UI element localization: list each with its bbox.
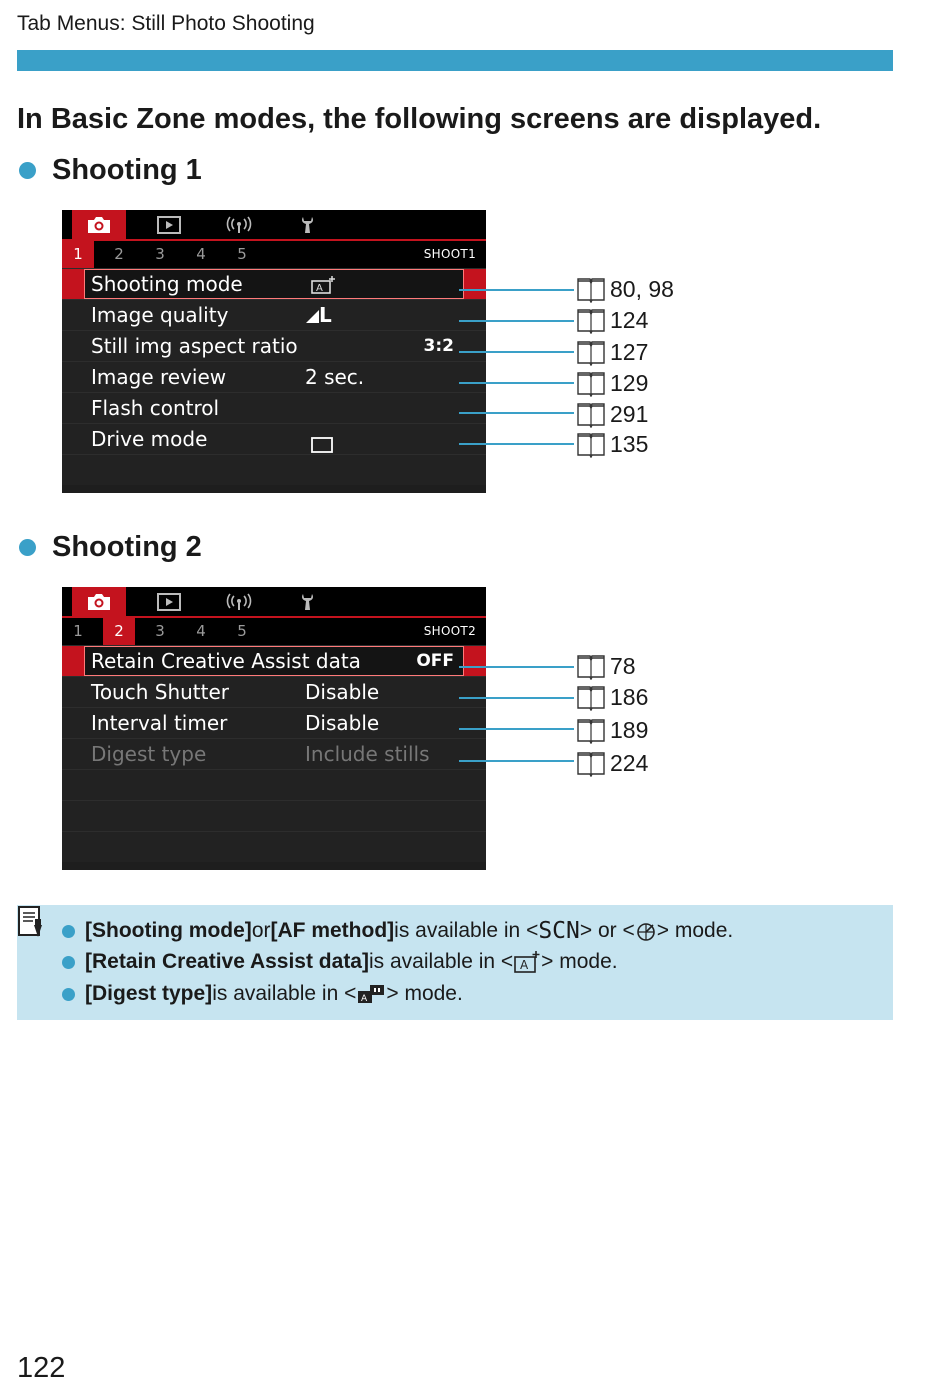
page-reference[interactable]: 135 (576, 431, 648, 458)
camera-icon[interactable] (72, 587, 126, 616)
camera-icon[interactable] (72, 210, 126, 239)
menu-row-empty (62, 769, 486, 800)
menu-row-image-quality[interactable]: Image quality L (62, 299, 486, 330)
svg-text:A: A (361, 994, 368, 1004)
running-head: Tab Menus: Still Photo Shooting (17, 12, 315, 35)
page-reference[interactable]: 127 (576, 339, 648, 366)
section-bar (17, 50, 893, 71)
menu-row-empty (62, 800, 486, 831)
subtab-4[interactable]: 4 (196, 622, 206, 640)
menu-row-digest-type: Digest type Include stills (62, 738, 486, 769)
book-icon (576, 654, 606, 680)
subtab-3[interactable]: 3 (155, 622, 165, 640)
note-line: [Retain Creative Assist data] is available in < A > mode. (62, 950, 618, 974)
menu-row-flash-control[interactable]: Flash control (62, 392, 486, 423)
subtab-4[interactable]: 4 (196, 245, 206, 263)
menu-row-retain-creative-assist[interactable]: Retain Creative Assist data OFF (62, 645, 486, 676)
wireless-icon[interactable] (212, 587, 266, 616)
subtab-2[interactable]: 2 (114, 245, 124, 263)
page-reference[interactable]: 291 (576, 401, 648, 428)
page-reference[interactable]: 186 (576, 684, 648, 711)
menu-row-shooting-mode[interactable]: Shooting mode A (62, 268, 486, 299)
food-mode-icon (635, 920, 657, 942)
bullet-dot (19, 162, 36, 179)
menu-row-empty (62, 454, 486, 485)
section-title-shooting-1: Shooting 1 (19, 154, 202, 187)
wireless-icon[interactable] (212, 210, 266, 239)
subtab-3[interactable]: 3 (155, 245, 165, 263)
note-line: [Digest type] is available in < A > mode. (62, 982, 463, 1006)
menu-row-aspect-ratio[interactable]: Still img aspect ratio 3:2 (62, 330, 486, 361)
single-shooting-icon (311, 431, 333, 461)
book-icon (576, 277, 606, 303)
book-icon (576, 308, 606, 334)
svg-text:A: A (316, 283, 323, 294)
section-title-shooting-2: Shooting 2 (19, 531, 202, 564)
page-reference[interactable]: 189 (576, 717, 648, 744)
bullet-dot (19, 539, 36, 556)
wrench-icon[interactable] (282, 210, 336, 239)
book-icon (576, 751, 606, 777)
hybrid-auto-icon (356, 983, 386, 1005)
subtab-5[interactable]: 5 (237, 245, 247, 263)
scene-intelligent-auto-icon (513, 950, 541, 974)
subtab-1[interactable]: 1 (73, 622, 83, 640)
page-reference[interactable]: 224 (576, 750, 648, 777)
page-reference[interactable]: 129 (576, 370, 648, 397)
screen-name: SHOOT1 (423, 247, 476, 261)
subtab-row (62, 618, 486, 645)
menu-row-empty (62, 831, 486, 862)
menu-row-drive-mode[interactable]: Drive mode (62, 423, 486, 454)
menu-screen-shoot2 (62, 587, 486, 870)
page-reference[interactable]: 80, 98 (576, 276, 674, 303)
fine-quality-icon (305, 309, 319, 323)
playback-icon[interactable] (142, 587, 196, 616)
page-heading: In Basic Zone modes, the following screens are displayed. (17, 103, 822, 135)
menu-row-image-review[interactable]: Image review 2 sec. (62, 361, 486, 392)
book-icon (576, 402, 606, 428)
book-icon (576, 340, 606, 366)
menu-row-interval-timer[interactable]: Interval timer Disable (62, 707, 486, 738)
subtab-row (62, 241, 486, 268)
book-icon (576, 371, 606, 397)
screen-name: SHOOT2 (423, 624, 476, 638)
svg-text:A: A (520, 958, 529, 972)
page-number: 122 (17, 1352, 66, 1384)
subtab-1[interactable]: 1 (62, 241, 94, 268)
menu-screen-shoot1 (62, 210, 486, 493)
wrench-icon[interactable] (282, 587, 336, 616)
playback-icon[interactable] (142, 210, 196, 239)
subtab-2[interactable]: 2 (103, 618, 135, 645)
page-reference[interactable]: 124 (576, 307, 648, 334)
book-icon (576, 718, 606, 744)
note-line: [Shooting mode] or [AF method] is available in < SCN > or < > mode. (62, 918, 733, 944)
subtab-5[interactable]: 5 (237, 622, 247, 640)
book-icon (576, 685, 606, 711)
menu-tab-row (62, 210, 486, 241)
menu-row-touch-shutter[interactable]: Touch Shutter Disable (62, 676, 486, 707)
menu-tab-row (62, 587, 486, 618)
memo-icon (17, 905, 47, 946)
page-reference[interactable]: 78 (576, 653, 636, 680)
book-icon (576, 432, 606, 458)
